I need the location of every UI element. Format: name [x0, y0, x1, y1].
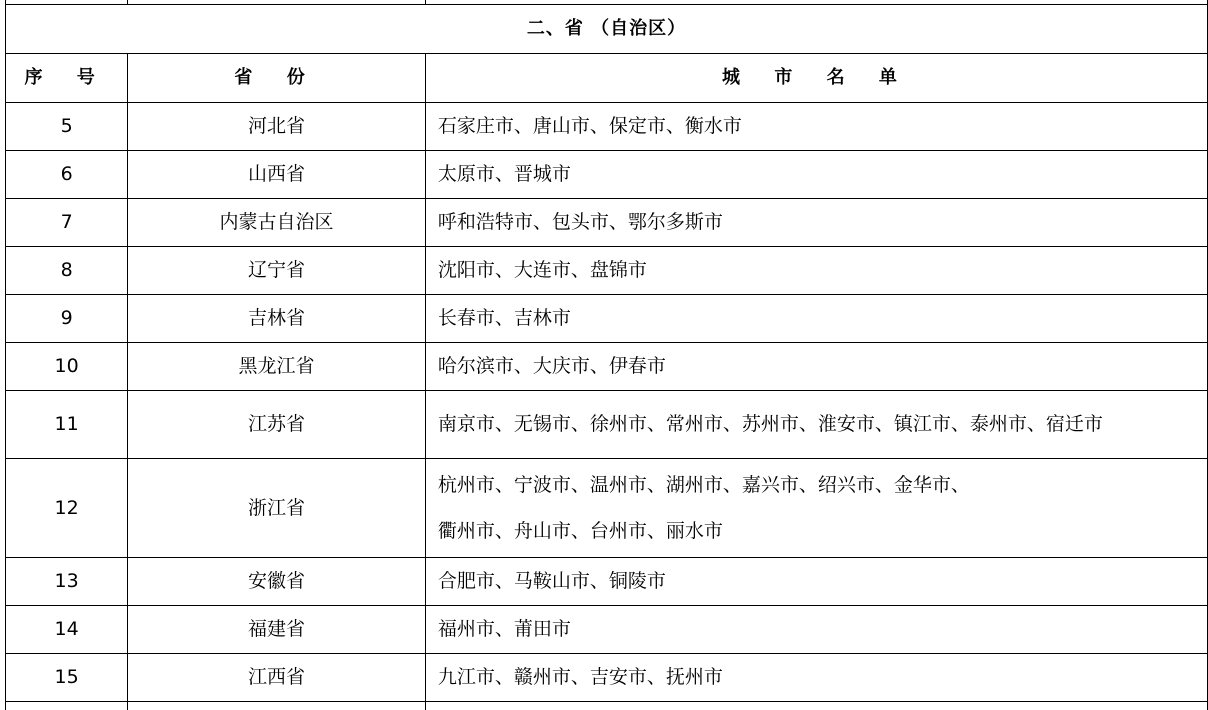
- city-list-table: [5, 0, 1208, 710]
- city-list-line: 石家庄市、唐山市、保定市、衡水市: [437, 115, 742, 137]
- row-province: 河北省: [128, 103, 426, 151]
- row-cities: [425, 103, 1207, 151]
- city-list-line: 合肥市、马鞍山市、铜陵市: [437, 570, 666, 592]
- row-index: 15: [6, 654, 128, 702]
- table-row: [6, 391, 1208, 459]
- row-province: 辽宁省: [128, 247, 426, 295]
- row-index: 11: [6, 391, 128, 459]
- table-row: [6, 459, 1208, 558]
- table-row: [6, 654, 1208, 702]
- row-cities: [425, 558, 1207, 606]
- table-row: [6, 199, 1208, 247]
- table-row: [6, 558, 1208, 606]
- row-cities: [425, 151, 1207, 199]
- city-list-line: 九江市、赣州市、吉安市、抚州市: [437, 666, 723, 688]
- table-row: [6, 295, 1208, 343]
- header-cities: 城 市 名 单: [425, 54, 1207, 103]
- table-body: [6, 0, 1208, 710]
- table-row: [6, 606, 1208, 654]
- row-province: 江苏省: [128, 391, 426, 459]
- row-index: 10: [6, 343, 128, 391]
- row-cities: [425, 295, 1207, 343]
- row-province: 黑龙江省: [128, 343, 426, 391]
- table-row: [6, 343, 1208, 391]
- row-index: 14: [6, 606, 128, 654]
- row-province: 吉林省: [128, 295, 426, 343]
- row-index: 6: [6, 151, 128, 199]
- row-cities: [425, 606, 1207, 654]
- row-cities: [425, 391, 1207, 459]
- table-row: [6, 247, 1208, 295]
- row-cities: [425, 459, 1207, 558]
- row-cities: [425, 654, 1207, 702]
- header-index: 序 号: [6, 54, 128, 103]
- city-list-line: 长春市、吉林市: [437, 307, 571, 329]
- row-province: 内蒙古自治区: [128, 199, 426, 247]
- row-province: 福建省: [128, 606, 426, 654]
- row-index: 5: [6, 103, 128, 151]
- row-index: 13: [6, 558, 128, 606]
- header-province: 省 份: [128, 54, 426, 103]
- row-cities: [425, 247, 1207, 295]
- row-index: 7: [6, 199, 128, 247]
- row-index: 12: [6, 459, 128, 558]
- table-row: [6, 151, 1208, 199]
- row-province: 浙江省: [128, 459, 426, 558]
- city-list-line: 太原市、晋城市: [437, 163, 571, 185]
- row-index: 9: [6, 295, 128, 343]
- city-list-line: 衢州市、舟山市、台州市、丽水市: [437, 520, 723, 542]
- row-cities: [425, 199, 1207, 247]
- row-cities: [425, 343, 1207, 391]
- city-list-line: 南京市、无锡市、徐州市、常州市、苏州市、淮安市、镇江市、泰州市、宿迁市: [437, 413, 1103, 435]
- row-province: 山西省: [128, 151, 426, 199]
- table-row: [6, 103, 1208, 151]
- row-province: 江西省: [128, 654, 426, 702]
- header-row: [6, 54, 1208, 103]
- section-title: 二、省 （自治区）: [6, 5, 1208, 54]
- city-list-line: 哈尔滨市、大庆市、伊春市: [437, 355, 666, 377]
- section-title-row: [6, 5, 1208, 54]
- city-list-line: 呼和浩特市、包头市、鄂尔多斯市: [437, 211, 723, 233]
- row-province: 安徽省: [128, 558, 426, 606]
- city-list-line: 杭州市、宁波市、温州市、湖州市、嘉兴市、绍兴市、金华市、: [437, 474, 970, 496]
- city-list-line: 沈阳市、大连市、盘锦市: [437, 259, 647, 281]
- city-list-line: 福州市、莆田市: [437, 618, 571, 640]
- row-index: 8: [6, 247, 128, 295]
